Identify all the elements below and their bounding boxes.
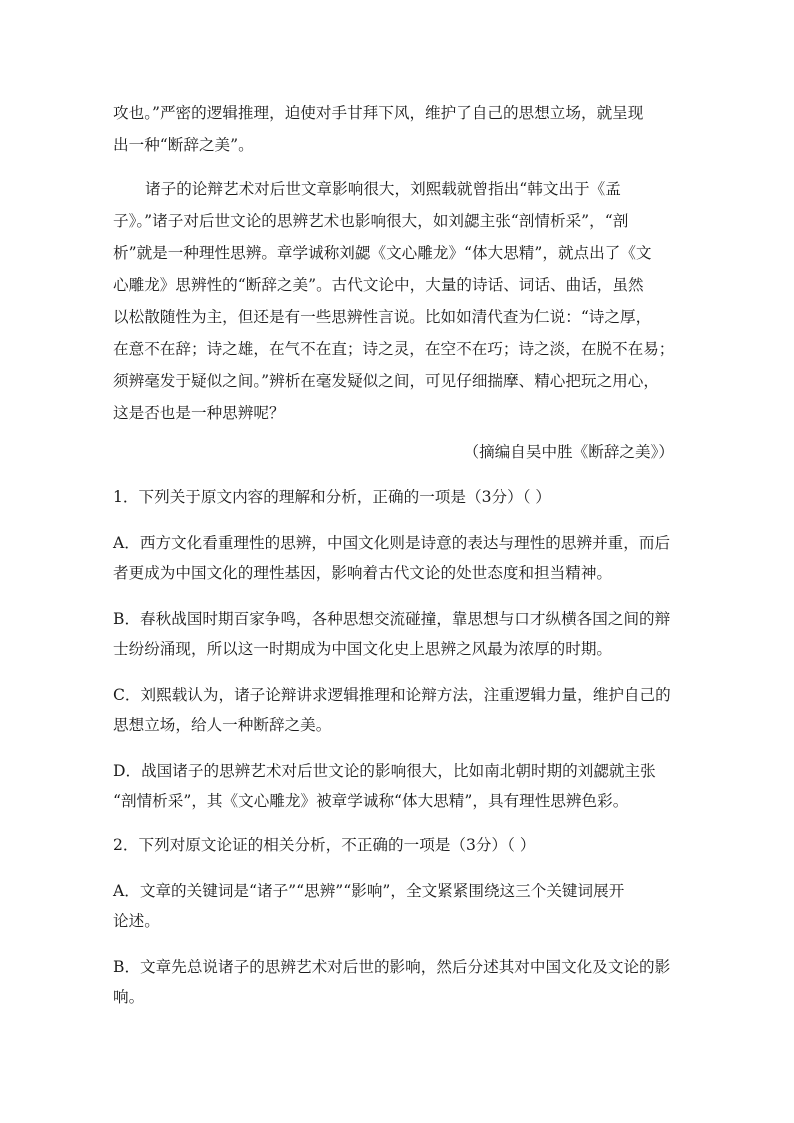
passage-p2-line-5: 以松散随性为主，但还是有一些思辨性言说。比如如清代查为仁说：“诗之厚， bbox=[113, 308, 652, 326]
question-2-option-a-line-2: 论述。 bbox=[113, 912, 160, 930]
passage-source: （摘编自吴中胜《断辞之美》） bbox=[463, 443, 674, 461]
question-2-option-b-line-2: 响。 bbox=[113, 988, 145, 1006]
passage-p2-line-7: 须辨毫发于疑似之间。”辨析在毫发疑似之间，可见仔细揣摩、精心把玩之用心， bbox=[113, 372, 659, 390]
question-1-stem: 1．下列关于原文内容的理解和分析，正确的一项是（3分）（ ） bbox=[113, 488, 552, 506]
passage-p2-line-2: 子》。”诸子对后世文论的思辨艺术也影响很大，如刘勰主张“剖情析采”，“剖 bbox=[113, 212, 629, 230]
passage-p2-line-3: 析”就是一种理性思辨。章学诚称刘勰《文心雕龙》“体大思精”，就点出了《文 bbox=[113, 244, 652, 262]
passage-p1-line-2: 出一种“断辞之美”。 bbox=[113, 136, 254, 154]
passage-p2-line-8: 这是否也是一种思辨呢？ bbox=[113, 404, 285, 422]
question-1-option-a-line-2: 者更成为中国文化的理性基因，影响着古代文论的处世态度和担当精神。 bbox=[113, 564, 613, 582]
question-1-option-d-line-2: “剖情析采”，其《文心雕龙》被章学诚称“体大思精”，具有理性思辨色彩。 bbox=[113, 792, 629, 810]
question-1-option-b-line-2: 士纷纷涌现，所以这一时期成为中国文化史上思辨之风最为浓厚的时期。 bbox=[113, 640, 613, 658]
question-1-option-c-line-2: 思想立场，给人一种断辞之美。 bbox=[113, 716, 332, 734]
passage-p1-line-1: 攻也。”严密的逻辑推理，迫使对手甘拜下风，维护了自己的思想立场，就呈现 bbox=[113, 104, 644, 122]
question-1-option-b-line-1: B．春秋战国时期百家争鸣，各种思想交流碰撞，靠思想与口才纵横各国之间的辩 bbox=[113, 610, 671, 628]
question-2-option-a-line-1: A．文章的关键词是“诸子”“思辨”“影响”，全文紧紧围绕这三个关键词展开 bbox=[113, 882, 625, 900]
question-2-stem: 2．下列对原文论证的相关分析，不正确的一项是（3分）（ ） bbox=[113, 836, 536, 854]
passage-p2-line-1: 诸子的论辩艺术对后世文章影响很大，刘熙载就曾指出“韩文出于《孟 bbox=[145, 180, 621, 198]
question-2-option-b-line-1: B．文章先总说诸子的思辨艺术对后世的影响，然后分述其对中国文化及文论的影 bbox=[113, 958, 671, 976]
question-1-option-a-line-1: A．西方文化看重理性的思辨，中国文化则是诗意的表达与理性的思辨并重，而后 bbox=[113, 534, 671, 552]
passage-p2-line-6: 在意不在辞；诗之雄，在气不在直；诗之灵，在空不在巧；诗之淡，在脱不在易； bbox=[113, 340, 675, 358]
passage-p2-line-4: 心雕龙》思辨性的“断辞之美”。古代文论中，大量的诗话、词话、曲话，虽然 bbox=[113, 276, 644, 294]
question-1-option-c-line-1: C．刘熙载认为，诸子论辩讲求逻辑推理和论辩方法，注重逻辑力量，维护自己的 bbox=[113, 686, 671, 704]
question-1-option-d-line-1: D．战国诸子的思辨艺术对后世文论的影响很大，比如南北朝时期的刘勰就主张 bbox=[113, 762, 656, 780]
